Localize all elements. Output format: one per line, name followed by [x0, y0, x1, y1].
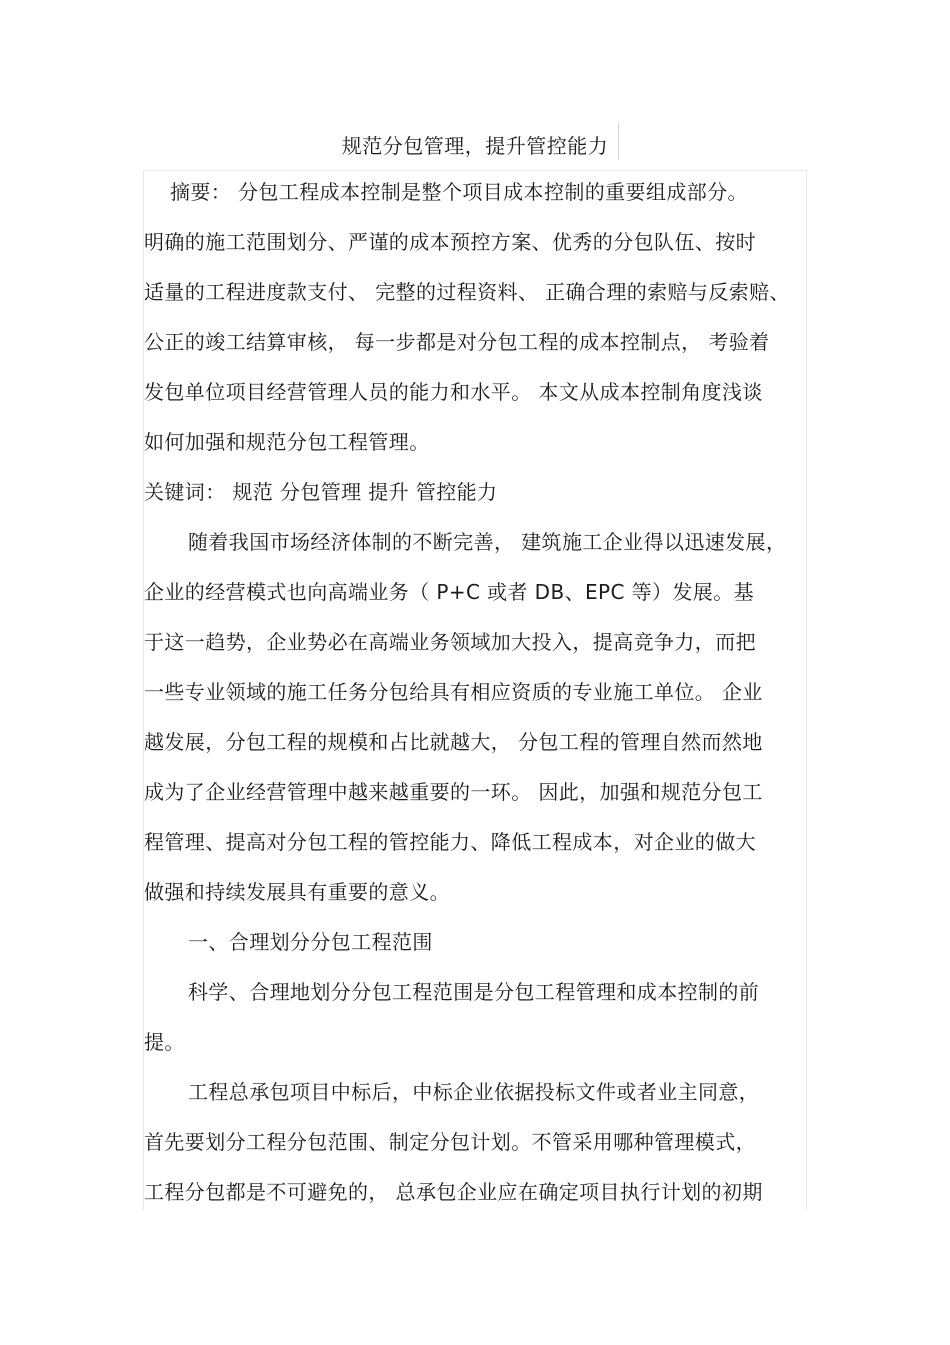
section-heading-1: 一、合理划分分包工程范围 — [188, 930, 433, 954]
body-line-6: 成为了企业经营管理中越来越重要的一环。 因此，加强和规范分包工 — [144, 780, 763, 804]
body-line-5: 越发展，分包工程的规模和占比就越大， 分包工程的管理自然而然地 — [144, 730, 763, 754]
body-line-10: 提。 — [144, 1030, 185, 1054]
abstract-line-3: 适量的工程进度款支付、 完整的过程资料、 正确合理的索赔与反索赔、 — [144, 280, 790, 304]
body-line-2: 企业的经营模式也向高端业务（ P+C 或者 DB、EPC 等）发展。基 — [144, 580, 754, 604]
keywords-line: 关键词： 规范 分包管理 提升 管控能力 — [144, 480, 498, 504]
abstract-line-4: 公正的竣工结算审核， 每一步都是对分包工程的成本控制点， 考验着 — [144, 330, 770, 354]
abstract-line-1: 摘要： 分包工程成本控制是整个项目成本控制的重要组成部分。 — [170, 180, 748, 204]
body-line-3: 于这一趋势，企业势必在高端业务领域加大投入，提高竞争力，而把 — [144, 630, 756, 654]
body-line-8: 做强和持续发展具有重要的意义。 — [144, 880, 450, 904]
body-line-9: 科学、合理地划分分包工程范围是分包工程管理和成本控制的前 — [188, 980, 760, 1004]
abstract-line-2: 明确的施工范围划分、严谨的成本预控方案、优秀的分包队伍、按时 — [144, 230, 756, 254]
body-line-13: 工程分包都是不可避免的， 总承包企业应在确定项目执行计划的初期 — [144, 1180, 763, 1204]
frame-right-line — [806, 170, 807, 1210]
body-line-12: 首先要划分工程分包范围、制定分包计划。不管采用哪种管理模式， — [144, 1130, 756, 1154]
body-line-11: 工程总承包项目中标后，中标企业依据投标文件或者业主同意， — [188, 1080, 760, 1104]
abstract-line-5: 发包单位项目经营管理人员的能力和水平。 本文从成本控制角度浅谈 — [144, 380, 763, 404]
body-line-4: 一些专业领域的施工任务分包给具有相应资质的专业施工单位。 企业 — [144, 680, 763, 704]
body-line-1: 随着我国市场经济体制的不断完善， 建筑施工企业得以迅速发展， — [188, 530, 787, 554]
frame-top-line — [143, 170, 807, 171]
abstract-line-6: 如何加强和规范分包工程管理。 — [144, 430, 430, 454]
document-title: 规范分包管理，提升管控能力 — [341, 134, 609, 158]
body-line-7: 程管理、提高对分包工程的管控能力、降低工程成本，对企业的做大 — [144, 830, 756, 854]
